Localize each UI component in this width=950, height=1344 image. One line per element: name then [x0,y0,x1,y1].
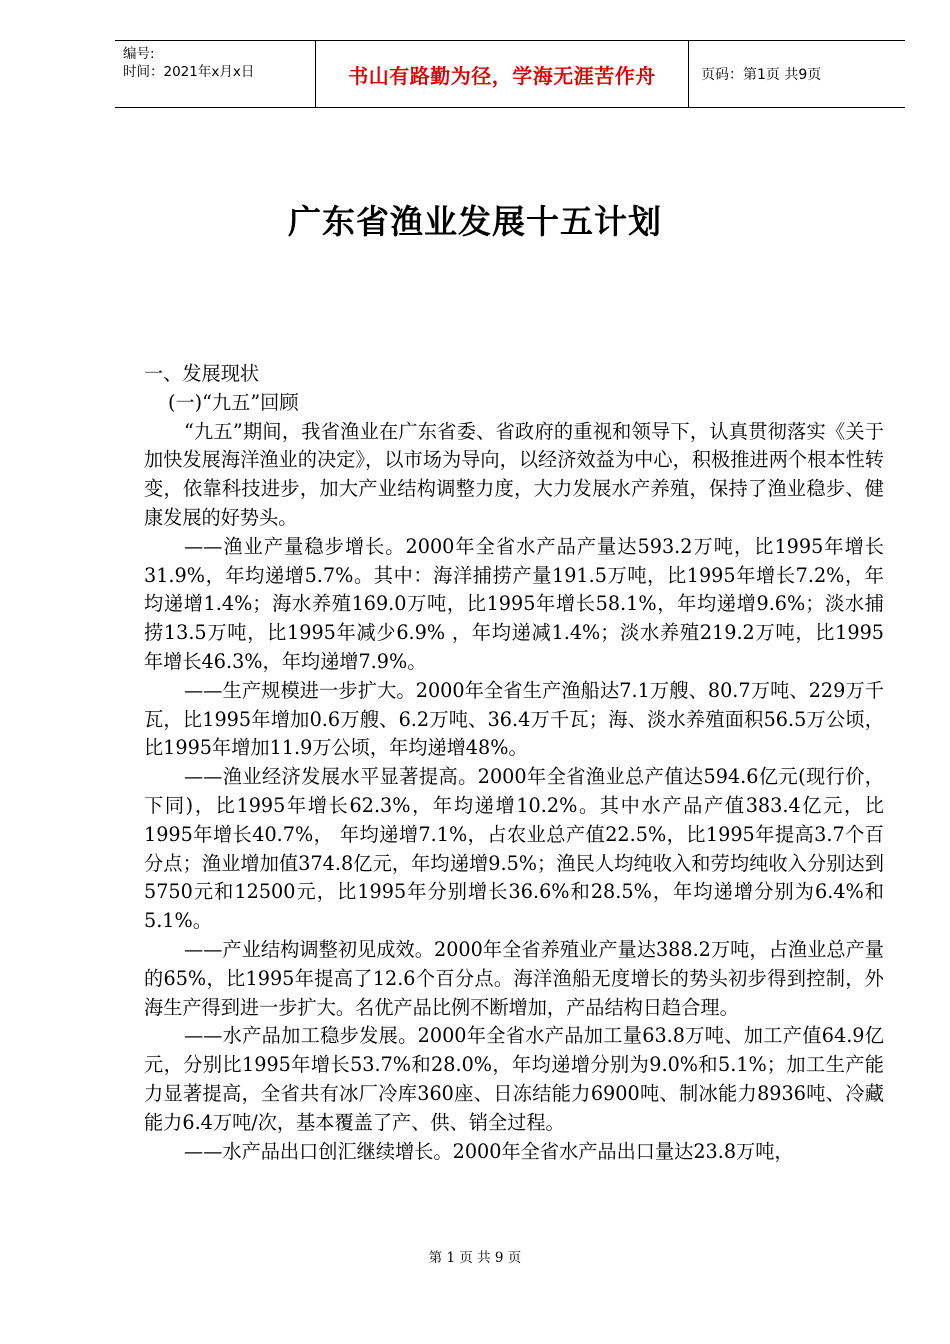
subsection-heading: (一)“九五”回顾 [168,390,299,414]
paragraph: ——水产品出口创汇继续增长。2000年全省水产品出口量达23.8万吨， [184,1139,794,1163]
paragraph: ——产业结构调整初见成效。2000年全省养殖业产量达388.2万吨，占渔业总产量的65%，比1995年提高了12.6个百分点。海洋渔船无度增长的势头初步得到控制，外海生产得到进一步扩大。名优产品比例不断增加，产品结构日趋合理。 [144,937,884,1019]
motto-cell [316,41,689,107]
paragraph: ——生产规模进一步扩大。2000年全省生产渔船达7.1万艘、80.7万吨、229万千瓦，比1995年增加0.6万艘、6.2万吨、36.4万千瓦；海、淡水养殖面积56.5万公顷，比1995年增加11.9万公顷，年均递增48%。 [144,678,884,760]
document-title: 广东省渔业发展十五计划 [288,202,662,241]
paragraph: ——渔业经济发展水平显著提高。2000年全省渔业总产值达594.6亿元(现行价，下同)，比1995年增长62.3%，年均递增10.2%。其中水产品产值383.4亿元，比1995年增长40.7%， 年均递增7.1%，占农业总产值22.5%，比1995年提高3.7个百分点；渔业增加值374.8亿元，年均递增9.5%；渔民人均纯收入和劳均纯收入分别达到5750元和12500元，比1995年分别增长36.6%和28.5%，年均递增分别为6.4%和5.1%。 [144,765,884,933]
section-heading: 一、发展现状 [144,362,260,385]
paragraph: ——水产品加工稳步发展。2000年全省水产品加工量63.8万吨、加工产值64.9亿元，分别比1995年增长53.7%和28.0%，年均递增分别为9.0%和5.1%；加工生产能力显著提高，全省共有冰厂冷库360座、日冻结能力6900吨、制冰能力8936吨、冷藏能力6.4万吨/次，基本覆盖了产、供、销全过程。 [144,1024,884,1134]
header-meta-cell [115,41,316,107]
paragraph: ——渔业产量稳步增长。2000年全省水产品产量达593.2万吨，比1995年增长31.9%，年均递增5.7%。其中：海洋捕捞产量191.5万吨，比1995年增长7.2%，年均递增1.4%；海水养殖169.0万吨，比1995年增长58.1%，年均递增9.6%；淡水捕捞13.5万吨，比1995年减少6.9% ，年均递减1.4%；淡水养殖219.2万吨，比1995年增长46.3%，年均递增7.9%。 [144,534,884,673]
document-body [144,360,884,1166]
time-label: 时间：2021年x月x日 [123,64,255,80]
number-label: 编号: [123,46,155,62]
page-footer: 第 1 页 共 9 页 [428,1250,522,1266]
header-table [115,40,905,108]
motto-text: 书山有路勤为径，学海无涯苦作舟 [348,63,656,88]
page-info-cell [689,41,905,107]
page-info-text: 页码：第1页 共9页 [701,67,822,83]
paragraph: “九五”期间，我省渔业在广东省委、省政府的重视和领导下，认真贯彻落实《关于加快发展海洋渔业的决定》，以市场为导向，以经济效益为中心，积极推进两个根本性转变，依靠科技进步，加大产业结构调整力度，大力发展水产养殖，保持了渔业稳步、健康发展的好势头。 [144,419,884,529]
